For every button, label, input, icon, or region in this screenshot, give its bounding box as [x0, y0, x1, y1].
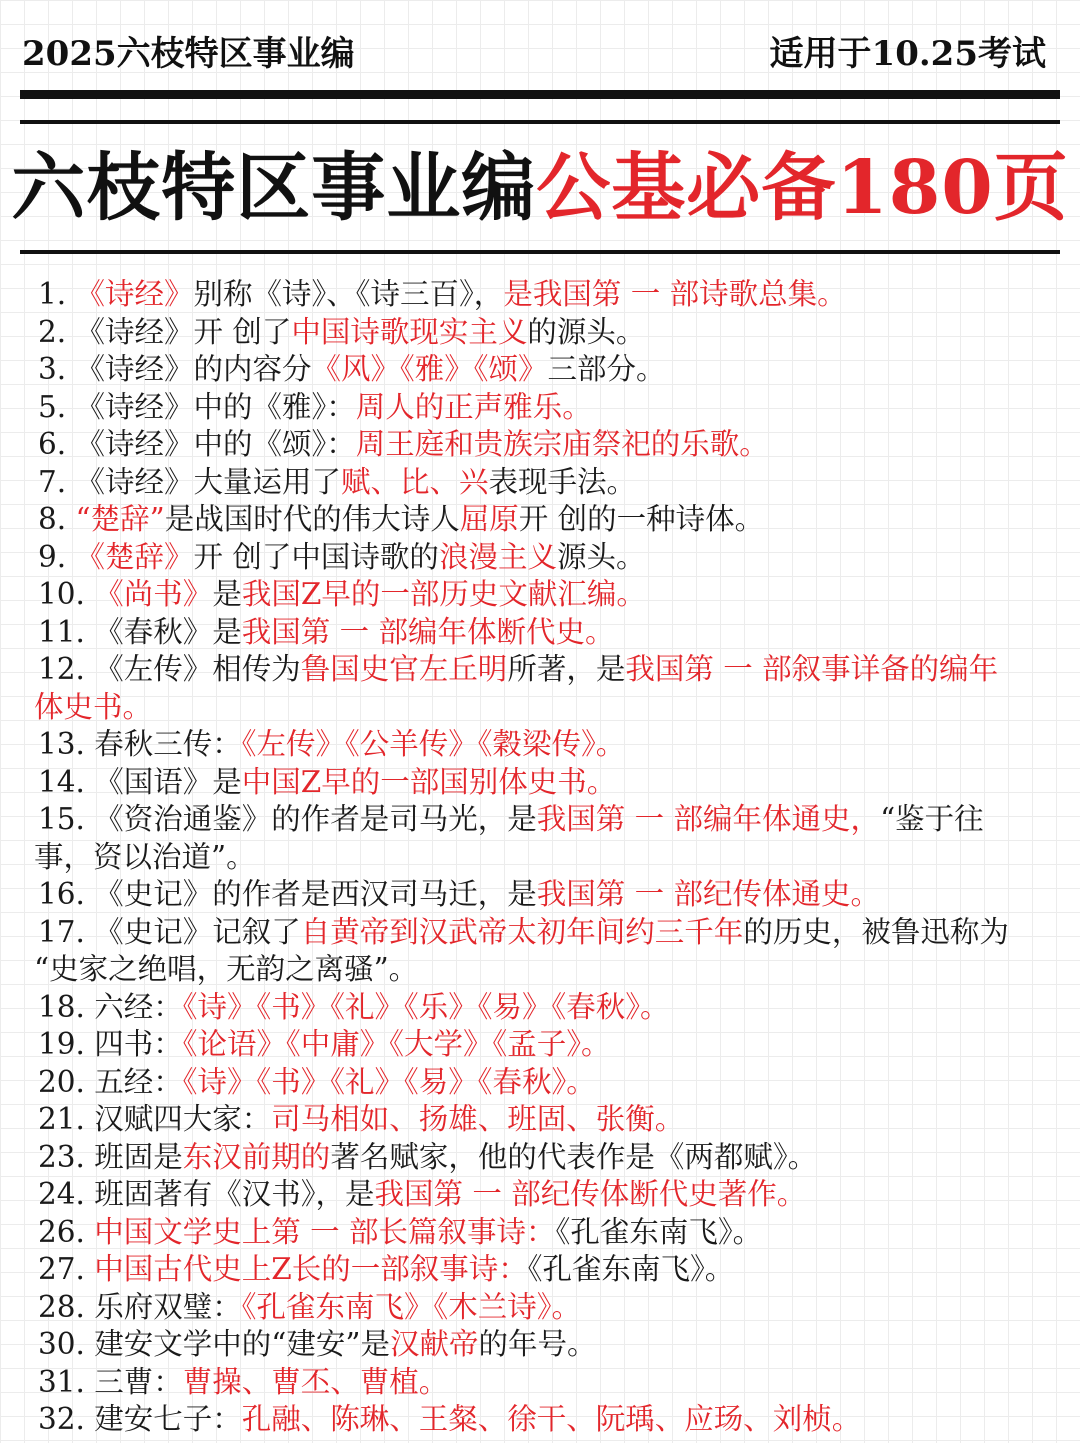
- highlight-text: 我国第 一 部纪传体断代史著作。: [374, 1177, 807, 1211]
- item-text: 17. 《史记》记叙了: [38, 914, 301, 949]
- title-divider: [20, 250, 1060, 254]
- item-text: 16. 《史记》的作者是西汉司马迁，是: [38, 877, 537, 911]
- list-item: [34, 914, 1060, 989]
- list-item: [38, 1364, 1060, 1402]
- list-item: [38, 576, 1060, 614]
- item-text: 的历史，被鲁迅称为: [743, 914, 1009, 949]
- item-text: 20. 五经：: [38, 1064, 183, 1099]
- list-item: [38, 1026, 1060, 1064]
- exam-date-note: 适用于10.25考试: [769, 33, 1046, 74]
- item-text: 11. 《春秋》是: [38, 614, 242, 649]
- series-title: 2025六枝特区事业编: [22, 33, 355, 74]
- highlight-text: 《论语》《中庸》《大学》《孟子》。: [182, 1027, 611, 1061]
- highlight-text: 孔融、陈琳、王粲、徐干、阮瑀、应玚、刘桢。: [241, 1402, 862, 1436]
- item-text: 三部分。: [547, 352, 666, 386]
- item-text: 18. 六经：: [38, 989, 183, 1024]
- highlight-text: 周人的正声雅乐。: [355, 389, 592, 424]
- item-text: 8.: [38, 502, 76, 536]
- list-item: [34, 651, 1060, 726]
- highlight-text: 自黄帝到汉武帝太初年间约三千年: [300, 914, 744, 949]
- list-item: [38, 1401, 1060, 1439]
- highlight-text: 中国诗歌现实主义: [291, 314, 528, 349]
- highlight-text: 鲁国史官左丘明: [300, 652, 508, 686]
- list-item: [38, 1139, 1060, 1177]
- highlight-text: 周王庭和贵族宗庙祭祀的乐歌。: [355, 427, 769, 461]
- highlight-text: 中国Z早的一部国别体史书。: [241, 764, 617, 799]
- list-item: [38, 426, 1060, 464]
- item-text: 源头。: [556, 539, 646, 574]
- list-item: [34, 801, 1060, 876]
- knowledge-list: [34, 276, 1060, 1439]
- item-text: 3. 《诗经》的内容分: [38, 352, 312, 386]
- list-item: [38, 389, 1060, 427]
- item-text: 1.: [38, 277, 76, 311]
- highlight-text: 《诗》《书》《礼》《乐》《易》《春秋》。: [182, 989, 670, 1024]
- item-text: 2. 《诗经》开 创了: [38, 314, 292, 349]
- list-item: [38, 876, 1060, 914]
- item-continuation: [34, 951, 1060, 989]
- item-text: 的年号。: [478, 1327, 597, 1361]
- item-text: 13. 春秋三传：: [38, 727, 242, 761]
- item-text: 10.: [38, 577, 95, 611]
- item-text: 是: [212, 577, 242, 611]
- highlight-text: 我国第 一 部编年体断代史。: [241, 614, 615, 649]
- thin-divider: [20, 120, 1060, 124]
- list-item: [38, 764, 1060, 802]
- list-item: [38, 1289, 1060, 1327]
- highlight-text: 我国Z早的一部历史文献汇编。: [241, 577, 646, 611]
- highlight-text: 体史书。: [34, 689, 153, 724]
- item-text: 27.: [38, 1252, 95, 1286]
- highlight-text: 《风》《雅》《颂》: [311, 352, 548, 386]
- list-item: [38, 1214, 1060, 1252]
- list-item: [38, 1064, 1060, 1102]
- highlight-text: 我国第 一 部编年体通史，: [536, 802, 881, 836]
- item-text: 19. 四书：: [38, 1027, 183, 1061]
- page-title-red: 公基必备180页: [536, 145, 1069, 231]
- list-item: [38, 614, 1060, 652]
- highlight-text: 《诗》《书》《礼》《易》《春秋》。: [182, 1064, 596, 1099]
- highlight-text: 浪漫主义: [438, 539, 557, 574]
- item-text: 30. 建安文学中的“建安”是: [38, 1327, 390, 1361]
- highlight-text: 东汉前期的: [182, 1139, 331, 1174]
- highlight-text: 《尚书》: [94, 577, 213, 611]
- highlight-text: 《左传》《公羊传》《穀梁传》。: [241, 727, 626, 761]
- list-item: [38, 314, 1060, 352]
- item-text: 31. 三曹：: [38, 1364, 183, 1399]
- item-text: “史家之绝唱，无韵之离骚”。: [34, 952, 419, 986]
- item-text: 6. 《诗经》中的《颂》：: [38, 427, 356, 461]
- thick-divider: [20, 90, 1060, 99]
- list-item: [38, 501, 1060, 539]
- list-item: [38, 1101, 1060, 1139]
- highlight-text: “楚辞”: [75, 502, 165, 536]
- highlight-text: 汉献帝: [389, 1327, 479, 1361]
- highlight-text: 赋、比、兴: [341, 464, 489, 499]
- highlight-text: 《孔雀东南飞》《木兰诗》。: [241, 1289, 582, 1324]
- item-text: 7. 《诗经》大量运用了: [38, 464, 342, 499]
- highlight-text: 司马相如、扬雄、班固、张衡。: [271, 1102, 685, 1136]
- list-item: [38, 1176, 1060, 1214]
- item-text: 开 创的一种诗体。: [518, 502, 765, 536]
- item-text: 9.: [38, 539, 76, 574]
- list-item: [38, 276, 1060, 314]
- list-item: [38, 464, 1060, 502]
- list-item: [38, 989, 1060, 1027]
- item-text: 5. 《诗经》中的《雅》：: [38, 389, 356, 424]
- page-title-black: 六枝特区事业编: [11, 145, 537, 231]
- list-item: [38, 1326, 1060, 1364]
- item-text: “鉴于往: [880, 802, 984, 836]
- item-text: 32. 建安七子：: [38, 1402, 242, 1436]
- item-text: 24. 班固著有《汉书》，是: [38, 1177, 375, 1211]
- highlight-text: 《楚辞》: [75, 539, 194, 574]
- item-text: 所著，是: [507, 652, 626, 686]
- highlight-text: 是我国第 一 部诗歌总集。: [503, 277, 847, 311]
- list-item: [38, 539, 1060, 577]
- item-text: 15. 《资治通鉴》的作者是司马光，是: [38, 802, 537, 836]
- top-bar: [22, 26, 1046, 74]
- item-text: 事，资以治道”。: [34, 839, 256, 874]
- item-text: 《孔雀东南飞》。: [555, 1214, 763, 1249]
- item-text: 表现手法。: [488, 464, 637, 499]
- list-item: [38, 351, 1060, 389]
- highlight-text: 我国第 一 部叙事详备的编年: [625, 652, 999, 686]
- highlight-text: 屈原: [459, 502, 519, 536]
- highlight-text: 我国第 一 部纪传体通史。: [536, 877, 881, 911]
- item-text: 《孔雀东南飞》。: [527, 1252, 735, 1286]
- item-text: 26.: [38, 1214, 95, 1249]
- item-text: 开 创了中国诗歌的: [193, 539, 439, 574]
- item-text: 的源头。: [527, 314, 646, 349]
- highlight-text: 曹操、曹丕、曹植。: [182, 1364, 449, 1399]
- item-text: 14. 《国语》是: [38, 764, 242, 799]
- item-text: 是战国时代的伟大诗人: [164, 502, 460, 536]
- list-item: [38, 1251, 1060, 1289]
- item-text: 21. 汉赋四大家：: [38, 1102, 272, 1136]
- highlight-text: 中国文学史上第 一 部长篇叙事诗：: [94, 1214, 556, 1249]
- item-text: 28. 乐府双璧：: [38, 1289, 242, 1324]
- item-text: 著名赋家，他的代表作是《两都赋》。: [330, 1139, 818, 1174]
- item-continuation: [34, 689, 1060, 727]
- highlight-text: 中国古代史上Z长的一部叙事诗：: [94, 1252, 528, 1286]
- item-continuation: [34, 839, 1060, 877]
- page-title: [0, 138, 1080, 238]
- item-text: 12. 《左传》相传为: [38, 652, 301, 686]
- list-item: [38, 726, 1060, 764]
- item-text: 23. 班固是: [38, 1139, 183, 1174]
- highlight-text: 《诗经》: [75, 277, 194, 311]
- item-text: 别称《诗》、《诗三百》，: [193, 277, 504, 311]
